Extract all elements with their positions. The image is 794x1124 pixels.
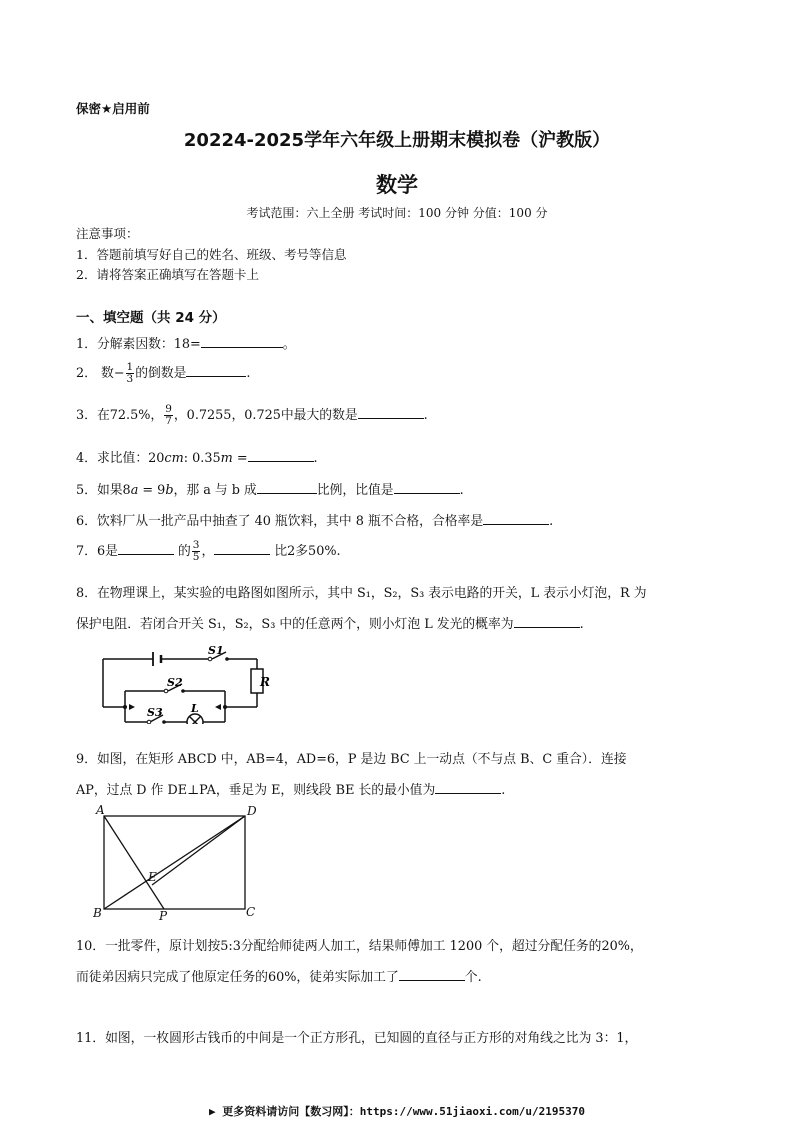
point-b-label: B xyxy=(93,906,102,920)
answer-blank[interactable] xyxy=(514,615,580,628)
question-4: 4．求比值：20cm: 0.35m = . xyxy=(76,451,318,466)
question-10-line-2: 而徒弟因病只完成了他原定任务的60%，徒弟实际加工了 个. xyxy=(76,970,482,985)
answer-blank[interactable] xyxy=(435,781,501,794)
point-e-label: E xyxy=(148,870,157,884)
question-2: 2． 数− $\frac{1}{3}$ 的倒数是 . xyxy=(76,361,251,385)
switch-s2-label: S2 xyxy=(167,676,183,689)
answer-blank[interactable] xyxy=(399,968,465,981)
circuit-diagram xyxy=(95,642,270,724)
answer-blank[interactable] xyxy=(214,542,270,555)
answer-blank[interactable] xyxy=(257,481,317,494)
question-1: 1．分解素因数：18= 。 xyxy=(76,337,296,352)
note-item-2: 2．请将答案正确填写在答题卡上 xyxy=(76,267,259,282)
question-11-line-1: 11．如图，一枚圆形古钱币的中间是一个正方形孔，已知圆的直径与正方形的对角线之比为 3：1， xyxy=(76,1031,638,1046)
section-heading: 一、填空题（共 24 分） xyxy=(76,310,226,326)
question-8-line-1: 8．在物理课上，某实验的电路图如图所示，其中 S₁，S₂，S₃ 表示电路的开关，L 表示小灯泡，R 为 xyxy=(76,586,647,601)
answer-blank[interactable] xyxy=(248,449,314,462)
answer-blank[interactable] xyxy=(358,406,424,419)
subject-title: 数学 xyxy=(376,173,418,197)
exam-title: 20224-2025学年六年级上册期末模拟卷（沪教版） xyxy=(183,130,611,151)
point-d-label: D xyxy=(247,804,257,818)
exam-meta: 考试范围：六上全册 考试时间：100 分钟 分值：100 分 xyxy=(246,206,548,220)
question-7: 7．6是 的 $\frac{3}{5}$ ， 比2多50%. xyxy=(76,539,341,563)
fraction: $\frac{1}{3}$ xyxy=(126,361,134,385)
fraction: $\frac{9}{7}$ xyxy=(165,403,172,427)
footer-link[interactable]: ▶ 更多资料请访问【数习网】：https://www.51jiaoxi.com/u/2195370 xyxy=(209,1105,585,1118)
switch-s1-label: S1 xyxy=(208,644,224,657)
answer-blank[interactable] xyxy=(186,364,246,377)
lamp-label: L xyxy=(191,702,199,715)
answer-blank[interactable] xyxy=(394,481,460,494)
question-9-line-1: 9．如图，在矩形 ABCD 中，AB=4，AD=6，P 是边 BC 上一动点（不与点 B、C 重合）．连接 xyxy=(76,752,627,767)
note-item-1: 1．答题前填写好自己的姓名、班级、考号等信息 xyxy=(76,247,347,262)
confidential-mark: 保密★启用前 xyxy=(76,101,150,116)
question-9-line-2: AP，过点 D 作 DE⊥PA，垂足为 E，则线段 BE 长的最小值为 . xyxy=(76,783,506,798)
point-a-label: A xyxy=(96,803,105,817)
question-8-line-2: 保护电阻．若闭合开关 S₁，S₂，S₃ 中的任意两个，则小灯泡 L 发光的概率为 . xyxy=(76,617,584,632)
answer-blank[interactable] xyxy=(201,335,283,348)
notes-heading: 注意事项： xyxy=(76,226,139,241)
question-6: 6．饮料厂从一批产品中抽查了 40 瓶饮料，其中 8 瓶不合格，合格率是 . xyxy=(76,514,554,529)
switch-s3-label: S3 xyxy=(147,706,163,719)
answer-blank[interactable] xyxy=(483,512,549,525)
rectangle-diagram xyxy=(88,803,268,921)
fraction: $\frac{3}{5}$ xyxy=(192,539,200,563)
resistor-label: R xyxy=(260,675,270,689)
question-5: 5．如果8a = 9b，那 a 与 b 成 比例，比值是 . xyxy=(76,483,464,498)
point-p-label: P xyxy=(159,909,168,921)
answer-blank[interactable] xyxy=(118,542,174,555)
point-c-label: C xyxy=(246,905,256,919)
question-3: 3．在72.5%， $\frac{9}{7}$ ，0.7255，0.725̇中最大的数是 . xyxy=(76,403,428,427)
question-10-line-1: 10．一批零件，原计划按5:3分配给师徒两人加工，结果师傅加工 1200 个，超过分配任务的20%， xyxy=(76,939,643,954)
